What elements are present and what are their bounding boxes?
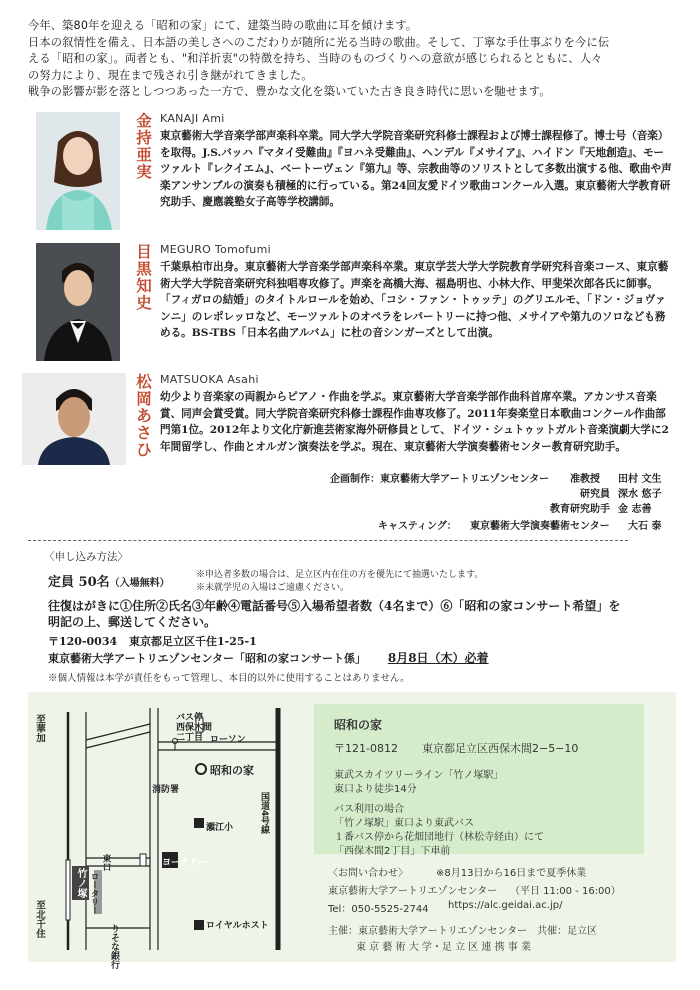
performer-photo bbox=[36, 243, 120, 361]
contact-url-link[interactable]: https://alc.geidai.ac.jp/ bbox=[448, 900, 563, 911]
contact-hours: （平日 11:00 - 16:00） bbox=[510, 886, 621, 897]
venue-info-box bbox=[314, 704, 644, 857]
venue-bus-line: 「西保木間2丁目」下車前 bbox=[334, 846, 451, 857]
casting-name: 大石 泰 bbox=[628, 521, 662, 532]
mailing-address bbox=[48, 633, 257, 649]
map-label-east-exit: 東口 bbox=[101, 854, 111, 871]
venue-postal: 〒121-0812 bbox=[334, 742, 398, 755]
planning-name: 深水 悠子 bbox=[618, 489, 662, 500]
venue-bus-line: 「竹ノ塚駅」東口より東武バス bbox=[334, 818, 474, 829]
casting-label: キャスティング： bbox=[378, 521, 457, 532]
map-label-segawa-elem: 瀬江小 bbox=[206, 823, 234, 833]
map-label-lawson: ローソン bbox=[210, 735, 246, 745]
performer-kanji-name: 目黒知史 bbox=[136, 242, 152, 312]
planning-name: 金 志善 bbox=[618, 504, 652, 515]
capacity-remark: ※未就学児の入場はご遠慮ください。 bbox=[196, 583, 350, 593]
planning-title: 教育研究助手 bbox=[550, 504, 610, 515]
performer-romaji-name: MEGURO Tomofumi bbox=[160, 243, 271, 256]
performer-bio: 東京藝術大学音楽学部声楽科卒業。同大学大学院音楽研究科修士課程および博士課程修了。博士号（音楽）を取得。J.S.バッハ『マタイ受難曲』『ヨハネ受難曲』、ヘンデル『メサイア』、ハイドン『天地創造』、モーツァルト『レクイエム』、ベートーヴェン『第九』等、宗教曲等のソリストとして多数出演する他、歌曲や声楽アンサンブルの演奏も積極的に行っている。第24回友愛ドイツ歌曲コンクール入選。東京藝術大学教育研究助手、慶應義塾女子高等学校講師。 bbox=[160, 130, 672, 209]
map-label-yorkmart: ヨーカドー bbox=[162, 858, 207, 868]
map-label-bus-stop-name: 西保木間 bbox=[176, 723, 213, 733]
performer-kanji-name: 金持亜実 bbox=[136, 111, 152, 181]
capacity-label: 定員 50名 bbox=[48, 575, 110, 590]
privacy-note: ※個人情報は本学が責任をもって管理し、本目的以外に使用することはありません。 bbox=[48, 673, 410, 684]
performer-bio: 幼少より音楽家の両親からピアノ・作曲を学ぶ。東京藝術大学音楽学部作曲科首席卒業。アカンサス音楽賞、同声会賞受賞。同大学院音楽研究科修士課程作曲専攻修了。2011年奏楽堂日本歌曲コンクール作曲部門第1位。2012年より文化庁新進芸術家海外研修員として、ドイツ・シュトゥットガルト音楽演劇大学に2年間留学し、作曲とオルガン演奏法を学ぶ。現在、東京藝術大学演奏藝術センター教育研究助手。 bbox=[160, 391, 669, 453]
map-label-route4: 国道4号線 bbox=[259, 792, 269, 835]
recipient: 東京藝術大学アートリエゾンセンター「昭和の家コンサート係」 bbox=[48, 652, 367, 665]
map-label-rotary: ロータリー bbox=[89, 872, 99, 915]
intro-line: える「昭和の家」。両者とも、"和洋折衷"の特徴を持ち、当時のものづくりへの意欲が感じられるとともに、人々 bbox=[28, 52, 603, 65]
intro-line: 今年、築80年を迎える「昭和の家」にて、建築当時の歌曲に耳を傾けます。 bbox=[28, 19, 418, 32]
planning-label: 企画制作：東京藝術大学アートリエゾンセンター bbox=[330, 474, 550, 485]
contact-holiday: ※8月13日から16日まで夏季休業 bbox=[436, 868, 587, 879]
access-map-section bbox=[28, 692, 676, 969]
map-label-bus-stop: バス停 bbox=[176, 713, 204, 723]
capacity-remark: ※申込者多数の場合は、足立区内在住の方を優先にて抽選いたします。 bbox=[196, 570, 484, 580]
intro-line: の努力により、現在まで残され引き継がれてきました。 bbox=[28, 68, 313, 82]
intro-text bbox=[28, 18, 678, 101]
contact-org: 東京藝術大学アートリエゾンセンター bbox=[328, 886, 498, 897]
venue-train-walk: 東口より徒歩14分 bbox=[334, 784, 417, 795]
postal-address: 東京都足立区千住1-25-1 bbox=[129, 635, 257, 648]
performer-romaji-name: MATSUOKA Asahi bbox=[160, 373, 259, 386]
venue-address: 東京都足立区西保木間2−5−10 bbox=[422, 742, 579, 755]
performer-bio: 千葉県柏市出身。東京藝術大学音楽学部声楽科卒業。東京学芸大学大学院教育学研究科音楽コース、東京藝術大学大学院音楽研究科独唱専攻修了。声楽を高橋大海、福島明也、小林大作、甲斐栄次郎各氏に師事。「フィガロの結婚」のタイトルロールを始め、「コシ・ファン・トゥッテ」のグリエルモ、「ドン・ジョヴァンニ」のレポレッロなど、モーツァルトのオペラをレパートリーに持つ他、メサイアや第九のソロなども務める。BS-TBS「日本名曲アルバム」に杜の音シンガーズとして出演。 bbox=[160, 261, 669, 340]
performer-kanaji bbox=[28, 112, 678, 237]
venue-name: 昭和の家 bbox=[334, 718, 383, 732]
deadline: 8月8日（木）必着 bbox=[387, 651, 489, 665]
organizers: 主催：東京藝術大学アートリエゾンセンター 共催：足立区 bbox=[328, 926, 598, 937]
venue-train-line: 東武スカイツリーライン「竹ノ塚駅」 bbox=[334, 770, 504, 781]
capacity-note: （入場無料） bbox=[109, 578, 170, 589]
recipient-line bbox=[48, 649, 489, 666]
planning-title: 准教授 bbox=[570, 474, 600, 485]
map-label-royal-host: ロイヤルホスト bbox=[206, 921, 269, 931]
performer-matsuoka bbox=[28, 373, 678, 468]
performer-romaji-name: KANAJI Ami bbox=[160, 112, 225, 125]
intro-line: 戦争の影響が影を落としつつあった一方で、豊かな文化を築いていた古き良き時代に思いを馳せます。 bbox=[28, 85, 551, 98]
venue-bus-line: １番バス停から花畑団地行（林松寺経由）にて bbox=[334, 832, 544, 843]
performer-photo bbox=[36, 112, 120, 230]
map-label-fire-station: 消防署 bbox=[152, 785, 180, 795]
casting-org: 東京藝術大学演奏藝術センター bbox=[470, 521, 610, 532]
map-label-bus-stop-name: 二丁目 bbox=[176, 733, 204, 743]
planning-title: 研究員 bbox=[580, 489, 610, 500]
map-label-showa-house: 昭和の家 bbox=[210, 764, 254, 777]
map-label-to-kahei: 至華加 bbox=[34, 714, 45, 743]
performer-kanji-name: 松岡あさひ bbox=[136, 372, 152, 459]
section-divider bbox=[28, 540, 628, 541]
postal-code: 〒120-0034 bbox=[48, 635, 118, 648]
instructions-line: 往復はがきに①住所②氏名③年齢④電話番号⑤入場希望者数（4名まで）⑥「昭和の家コンサート希望」を bbox=[48, 599, 621, 613]
map-label-takenotsuka: 竹ノ塚 bbox=[72, 866, 89, 900]
planning-name: 田村 文生 bbox=[618, 474, 662, 485]
performer-meguro bbox=[28, 243, 678, 368]
map-label-to-kitasenju: 至北千住 bbox=[34, 900, 45, 938]
performer-photo bbox=[22, 373, 126, 465]
contact-tel: Tel：050-5525-2744 bbox=[328, 904, 429, 915]
map-label-resona: りそな銀行 bbox=[109, 924, 119, 969]
instructions-line: 明記の上、郵送してください。 bbox=[48, 615, 217, 629]
contact-heading: 〈お問い合わせ〉 bbox=[328, 868, 408, 879]
venue-bus-heading: バス利用の場合 bbox=[334, 804, 404, 815]
intro-line: 日本の叙情性を備え、日本語の美しさへのこだわりが随所に光る当時の歌曲。そして、丁寧な手仕事ぶりを今に伝 bbox=[28, 35, 610, 49]
application-heading: 〈申し込み方法〉 bbox=[44, 551, 128, 563]
capacity bbox=[48, 571, 170, 590]
project-name: 東 京 藝 術 大 学・足 立 区 連 携 事 業 bbox=[356, 942, 531, 953]
